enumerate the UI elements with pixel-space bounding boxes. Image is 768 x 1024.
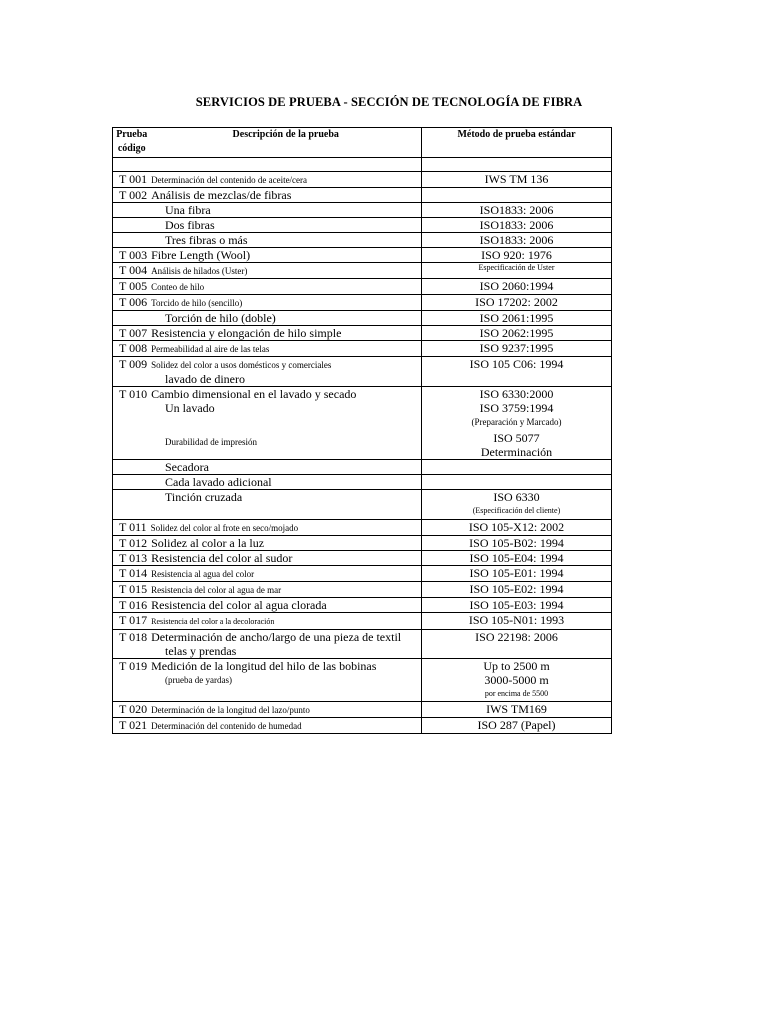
table-row: [113, 311, 612, 326]
standard-cell: [422, 551, 612, 566]
standard-cell: [422, 598, 612, 613]
test-description: Resistencia del color al sudor: [151, 551, 293, 565]
standard-cell: [422, 630, 612, 659]
table-row: [113, 520, 612, 536]
standard-method: ISO1833: 2006: [479, 218, 554, 232]
table-row: [113, 188, 612, 203]
sub-description: Un lavado: [165, 401, 215, 415]
standard-method: ISO 920: 1976: [481, 248, 552, 262]
row-description-cell: [113, 659, 422, 702]
standard-method: ISO 105-B02: 1994: [469, 536, 564, 550]
row-description-cell: [113, 172, 422, 188]
header-standard: Método de prueba estándar: [422, 128, 612, 158]
header-description: Descripción de la prueba: [151, 128, 422, 158]
test-description-continued: (prueba de yardas): [165, 675, 232, 685]
table-row: [113, 295, 612, 311]
row-description-cell: [113, 311, 422, 326]
row-description-cell: [113, 475, 422, 490]
row-description-cell: [113, 233, 422, 248]
table-row: [113, 718, 612, 734]
standard-cell: [422, 490, 612, 520]
standard-method: ISO 105-X12: 2002: [468, 520, 565, 534]
table-row: [113, 263, 612, 279]
test-code: T 015: [119, 582, 148, 596]
table-subrow: [113, 460, 612, 475]
table-row: [113, 613, 612, 630]
standard-cell: [422, 357, 612, 387]
table-row: [113, 702, 612, 718]
table-row: [113, 172, 612, 188]
standard-method: por encima de 5500: [484, 689, 549, 698]
standard-cell: [422, 536, 612, 551]
table-row: [113, 357, 612, 387]
row-description-cell: [113, 702, 422, 718]
row-line: [113, 233, 421, 247]
row-description-cell: [113, 460, 422, 475]
standard-cell: [422, 702, 612, 718]
test-description: Fibre Length (Wool): [151, 248, 251, 262]
table-header-row: [113, 128, 612, 158]
row-line: [113, 536, 421, 550]
test-description: Determinación del contenido de humedad: [151, 721, 302, 731]
test-code: T 019: [119, 659, 148, 673]
row-line: [113, 263, 421, 278]
row-description-cell: [113, 203, 422, 218]
row-description-cell: [113, 295, 422, 311]
row-line: [113, 218, 421, 232]
row-line: [113, 326, 421, 340]
test-description: Resistencia del color al agua clorada: [151, 598, 327, 612]
standard-method: ISO 287 (Papel): [477, 718, 556, 732]
test-code: T 011: [119, 520, 147, 534]
header-code-line1: Prueba: [116, 129, 148, 140]
test-code: T 016: [119, 598, 148, 612]
test-description: Solidez del color a usos domésticos y comerciales: [151, 360, 332, 370]
row-line: [113, 551, 421, 565]
sub-description: Tinción cruzada: [165, 490, 243, 504]
test-description: Torción de hilo (doble): [165, 311, 276, 325]
table-row: [113, 630, 612, 659]
row-description-cell: [113, 218, 422, 233]
table-row: [113, 551, 612, 566]
document-title: SERVICIOS DE PRUEBA - SECCIÓN DE TECNOLOGÍA DE FIBRA: [195, 95, 583, 109]
row-description-cell: [113, 248, 422, 263]
standard-method: ISO 105-E03: 1994: [469, 598, 564, 612]
standard-method: 3000-5000 m: [484, 673, 549, 687]
test-description-continued: lavado de dinero: [165, 372, 245, 386]
test-code: T 014: [119, 566, 148, 580]
standard-cell: [422, 718, 612, 734]
test-code: T 018: [119, 630, 148, 644]
standard-method: ISO 105 C06: 1994: [469, 357, 564, 371]
row-description-cell: [113, 341, 422, 357]
row-description-cell: [113, 490, 422, 520]
standard-cell: [422, 233, 612, 248]
table-row: [113, 279, 612, 295]
row-description-cell: [113, 551, 422, 566]
table-row: [113, 326, 612, 341]
test-description: Solidez al color a la luz: [151, 536, 265, 550]
test-description: Dos fibras: [165, 218, 215, 232]
standard-cell: [422, 326, 612, 341]
standard-cell: [422, 387, 612, 460]
standard-method: ISO 105-E01: 1994: [469, 566, 564, 580]
test-description: Una fibra: [165, 203, 211, 217]
table-row: [113, 659, 612, 702]
row-description-cell: [113, 613, 422, 630]
standard-method: ISO 9237:1995: [479, 341, 554, 355]
standard-cell: [422, 566, 612, 582]
standard-method: Determinación: [480, 445, 553, 459]
table-row: [113, 582, 612, 598]
test-code: T 006: [119, 295, 148, 309]
standard-cell: [422, 520, 612, 536]
row-line: [113, 598, 421, 612]
standard-cell: [422, 460, 612, 475]
row-description-cell: [113, 718, 422, 734]
row-description-cell: [113, 566, 422, 582]
standard-cell: [422, 188, 612, 203]
test-description: Resistencia del color al agua de mar: [151, 585, 282, 595]
standard-method: IWS TM169: [486, 702, 547, 716]
standard-cell: [422, 248, 612, 263]
standard-method: Especificación de Uster: [478, 263, 555, 272]
standard-cell: [422, 659, 612, 702]
standard-cell: [422, 263, 612, 279]
standard-method: ISO 2060:1994: [479, 279, 554, 293]
test-code: T 002: [119, 188, 148, 202]
table-row: [113, 566, 612, 582]
standard-cell: [422, 475, 612, 490]
standard-cell: [422, 203, 612, 218]
table-row: [113, 248, 612, 263]
row-line: [113, 172, 421, 187]
standard-cell: [422, 279, 612, 295]
test-description: Tres fibras o más: [165, 233, 248, 247]
test-code: T 017: [119, 613, 148, 627]
row-description-cell: [113, 536, 422, 551]
standard-method: (Especificación del cliente): [472, 506, 561, 515]
row-description-cell: [113, 630, 422, 659]
standard-cell: [422, 613, 612, 630]
test-description: Medición de la longitud del hilo de las bobinas: [151, 659, 377, 673]
test-description: Determinación de ancho/largo de una pieza de textil: [151, 630, 402, 644]
row-line: [113, 718, 421, 733]
table-row: [113, 233, 612, 248]
test-code: T 004: [119, 263, 148, 277]
test-description: Determinación del contenido de aceite/cera: [151, 175, 308, 185]
row-line: [113, 582, 421, 597]
table-row: [113, 598, 612, 613]
row-description-cell: [113, 188, 422, 203]
row-description-cell: [113, 357, 422, 387]
standard-cell: [422, 172, 612, 188]
table-subrow: [113, 475, 612, 490]
table-row: [113, 341, 612, 357]
test-code: T 003: [119, 248, 148, 262]
test-code: T 001: [119, 172, 148, 186]
test-code: T 010: [119, 387, 148, 401]
standard-method: Up to 2500 m: [483, 659, 550, 673]
row-line: [113, 188, 421, 202]
standard-method: ISO 2061:1995: [479, 311, 554, 325]
test-description: Resistencia y elongación de hilo simple: [151, 326, 342, 340]
test-description: Torcido de hilo (sencillo): [151, 298, 243, 308]
row-line: [113, 203, 421, 217]
standard-method: ISO1833: 2006: [479, 203, 554, 217]
row-description-cell: [113, 387, 422, 460]
standard-method: IWS TM 136: [484, 172, 549, 186]
test-description: Solidez del color al frote en seco/mojado: [150, 523, 299, 533]
test-code: T 013: [119, 551, 148, 565]
standard-cell: [422, 295, 612, 311]
row-line: [113, 279, 421, 294]
sub-description: Cada lavado adicional: [165, 475, 272, 489]
test-code: T 021: [119, 718, 148, 732]
row-line: [113, 659, 421, 673]
test-description: Resistencia al agua del color: [151, 569, 255, 579]
standard-cell: [422, 311, 612, 326]
row-line: [113, 566, 421, 581]
row-description-cell: [113, 582, 422, 598]
standard-method: ISO 17202: 2002: [475, 295, 558, 309]
test-code: T 005: [119, 279, 148, 293]
standard-method: ISO 105-E02: 1994: [469, 582, 564, 596]
test-description: Análisis de mezclas/de fibras: [151, 188, 292, 202]
table-subrow: [113, 490, 612, 520]
row-description-cell: [113, 279, 422, 295]
test-code: T 012: [119, 536, 148, 550]
standard-method: ISO 6330:2000: [479, 387, 554, 401]
row-line: [113, 341, 421, 356]
row-line: [113, 702, 421, 717]
test-description: Determinación de la longitud del lazo/punto: [151, 705, 310, 715]
test-description: Resistencia del color a la decoloración: [151, 617, 275, 626]
standard-cell: [422, 218, 612, 233]
table-row-t010: [113, 387, 612, 460]
test-description: Conteo de hilo: [151, 282, 205, 292]
standard-method: ISO1833: 2006: [479, 233, 554, 247]
test-code: T 009: [119, 357, 148, 371]
test-description: Análisis de hilados (Uster): [151, 266, 248, 276]
test-code: T 008: [119, 341, 148, 355]
standard-method: ISO 2062:1995: [479, 326, 554, 340]
row-description-cell: [113, 263, 422, 279]
row-description-cell: [113, 326, 422, 341]
standard-method: ISO 22198: 2006: [475, 630, 558, 644]
row-line: [113, 295, 421, 310]
row-line: [113, 630, 421, 644]
row-line: [113, 387, 421, 401]
standard-method: ISO 5077: [493, 431, 540, 445]
standard-cell: [422, 341, 612, 357]
header-code-line2: código: [117, 143, 146, 154]
standard-method: ISO 105-N01: 1993: [468, 613, 565, 627]
row-line: [113, 311, 421, 325]
standard-method: ISO 6330: [493, 490, 540, 504]
test-code: T 020: [119, 702, 148, 716]
sub-description: Secadora: [165, 460, 209, 474]
blank-row: [113, 158, 612, 172]
row-line: [113, 520, 421, 535]
sub-description: Durabilidad de impresión: [165, 437, 257, 447]
test-services-table: [112, 127, 612, 734]
test-description-continued: telas y prendas: [165, 644, 237, 658]
table-row: [113, 536, 612, 551]
row-line: [113, 248, 421, 262]
table-row: [113, 203, 612, 218]
standard-method: (Preparación y Marcado): [471, 417, 562, 427]
test-description: Permeabilidad al aire de las telas: [151, 344, 270, 354]
header-code: [113, 128, 151, 158]
row-description-cell: [113, 598, 422, 613]
standard-method: ISO 105-E04: 1994: [469, 551, 564, 565]
row-line: [113, 613, 421, 629]
standard-cell: [422, 582, 612, 598]
row-description-cell: [113, 520, 422, 536]
table-row: [113, 218, 612, 233]
standard-method: ISO 3759:1994: [479, 401, 554, 415]
test-description: Cambio dimensional en el lavado y secado: [151, 387, 357, 401]
row-line: [113, 357, 421, 372]
test-code: T 007: [119, 326, 148, 340]
